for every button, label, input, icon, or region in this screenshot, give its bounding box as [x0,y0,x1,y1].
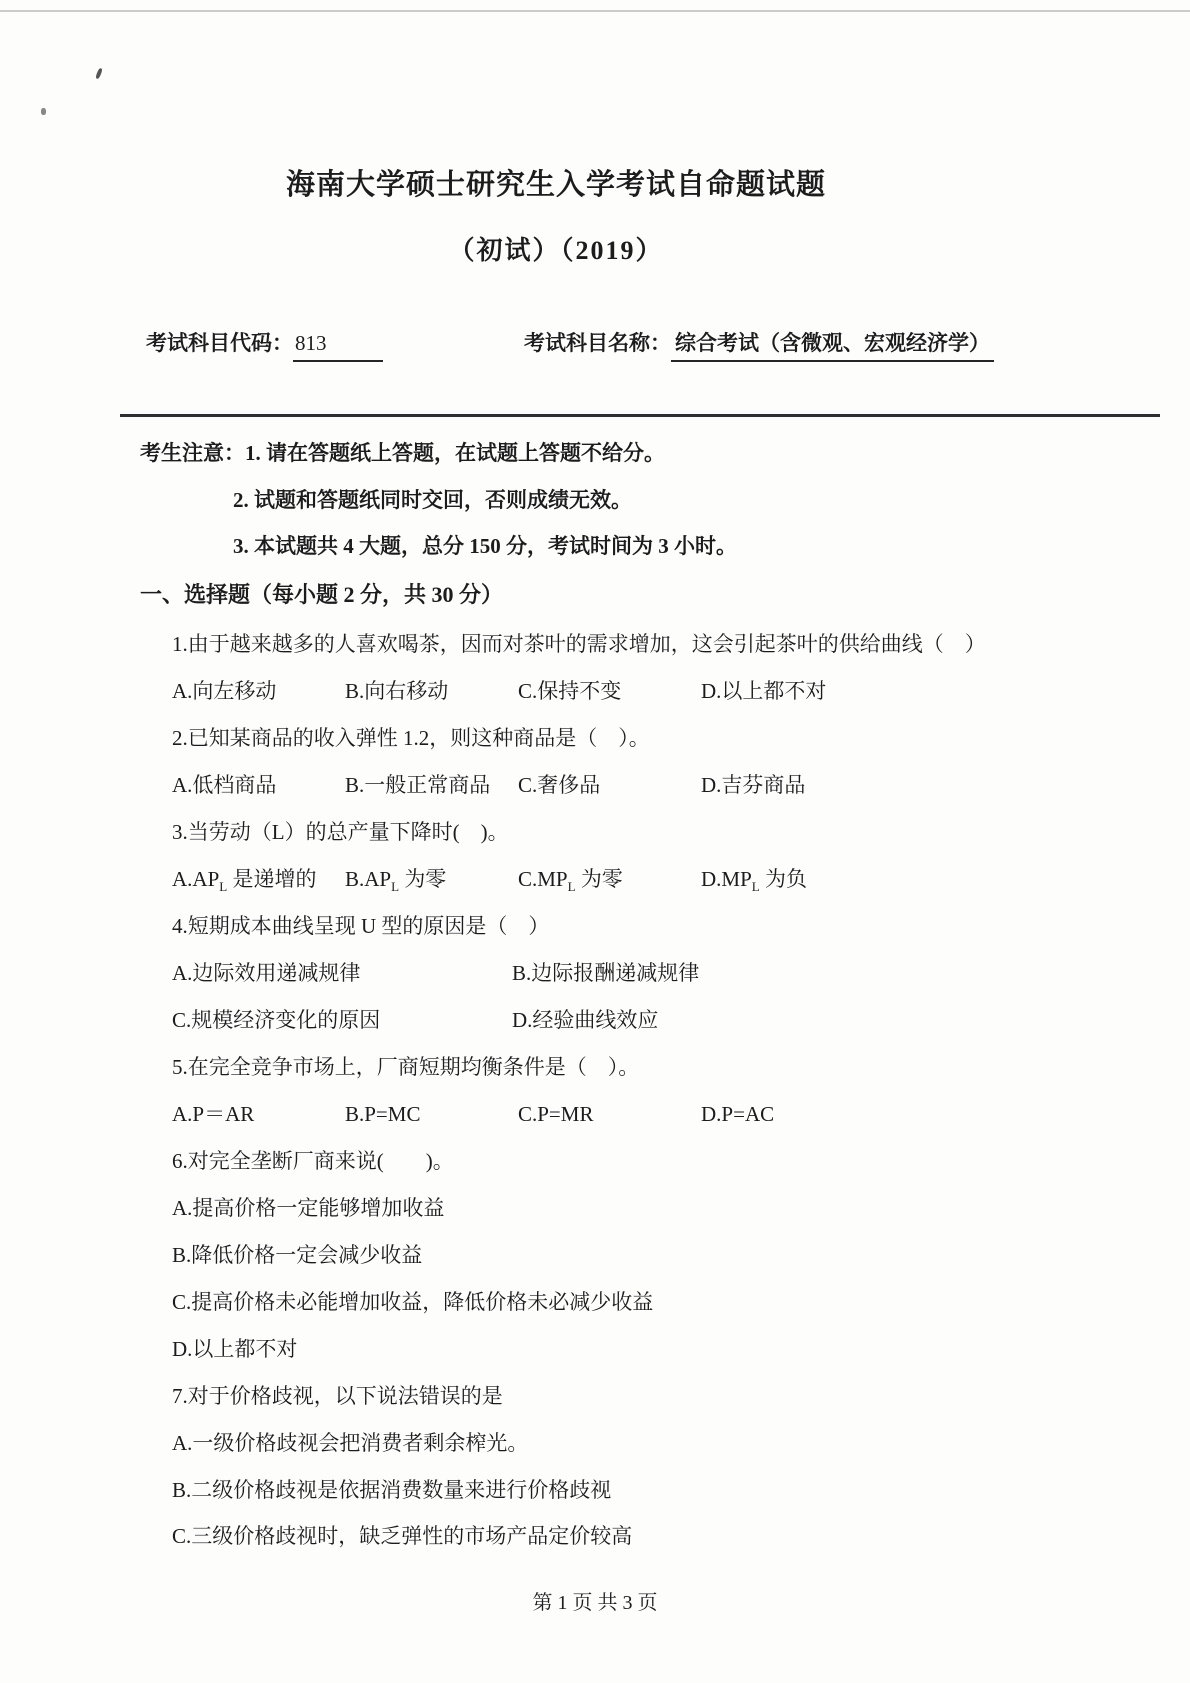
q4-option-d: D.经验曲线效应 [512,1008,659,1032]
question-7-stem: 7.对于价格歧视，以下说法错误的是 [172,1384,503,1408]
question-3-stem: 3.当劳动（L）的总产量下降时( )。 [172,820,509,844]
page-footer: 第 1 页 共 3 页 [532,1592,658,1614]
exam-subtitle: （初试）（2019） [448,236,664,265]
q3-option-d: $D.MP_L$ 为负 [701,867,807,895]
q4-option-b: B.边际报酬递减规律 [512,961,700,985]
question-2-options [172,770,805,800]
notice-line-1: 考生注意：1. 请在答题纸上答题，在试题上答题不给分。 [140,441,665,465]
question-2-stem: 2.已知某商品的收入弹性 1.2，则这种商品是（ ）。 [172,726,650,750]
question-1-options [172,676,826,706]
q1-option-a: A.向左移动 [172,679,277,703]
q5-option-d: D.P=AC [701,1102,775,1126]
q5-option-a: A.P＝AR [172,1102,255,1126]
q4-option-c: C.规模经济变化的原因 [172,1008,381,1032]
scan-speck [95,68,103,80]
question-1-stem: 1.由于越来越多的人喜欢喝茶，因而对茶叶的需求增加，这会引起茶叶的供给曲线（ ） [172,632,986,656]
q2-option-b: B.一般正常商品 [345,773,491,797]
header-divider [120,414,1160,417]
q2-option-d: D.吉芬商品 [701,773,806,797]
q3-option-c: $C.MP_L$ 为零 [518,867,623,895]
section-title: 一、选择题（每小题 2 分，共 30 分） [140,582,504,607]
q4-option-a: A.边际效用递减规律 [172,961,361,985]
q3-option-b: $B.AP_L$ 为零 [345,867,447,895]
q2-option-a: A.低档商品 [172,773,277,797]
q6-option-b: B.降低价格一定会减少收益 [172,1243,423,1267]
q7-option-b: B.二级价格歧视是依据消费数量来进行价格歧视 [172,1478,612,1502]
q5-option-b: B.P=MC [345,1102,421,1126]
subject-name-label: 考试科目名称： [524,331,671,355]
subject-code-label: 考试科目代码： [146,331,293,355]
question-3-options [172,864,807,894]
subject-name-value: 综合考试（含微观、宏观经济学） [671,328,994,362]
question-6-stem: 6.对完全垄断厂商来说( )。 [172,1149,454,1173]
q1-option-b: B.向右移动 [345,679,449,703]
question-4-stem: 4.短期成本曲线呈现 U 型的原因是（ ） [172,914,550,938]
scan-speck [41,108,46,115]
q6-option-c: C.提高价格未必能增加收益，降低价格未必减少收益 [172,1290,654,1314]
q1-option-d: D.以上都不对 [701,679,827,703]
q3-option-a: $A.AP_L$ 是递增的 [172,867,317,895]
q6-option-d: D.以上都不对 [172,1337,298,1361]
exam-title: 海南大学硕士研究生入学考试自命题试题 [285,169,826,201]
question-5-stem: 5.在完全竞争市场上，厂商短期均衡条件是（ ）。 [172,1055,640,1079]
subject-code-value: 813 [293,328,383,362]
subject-row [146,328,383,362]
q1-option-c: C.保持不变 [518,679,622,703]
subject-name-row [524,328,994,362]
q5-option-c: C.P=MR [518,1102,594,1126]
q6-option-a: A.提高价格一定能够增加收益 [172,1196,445,1220]
q7-option-c: C.三级价格歧视时，缺乏弹性的市场产品定价较高 [172,1524,633,1548]
question-5-options [172,1099,774,1129]
scan-edge-line [0,10,1190,12]
notice-line-3: 3. 本试题共 4 大题，总分 150 分，考试时间为 3 小时。 [233,534,737,558]
notice-line-2: 2. 试题和答题纸同时交回，否则成绩无效。 [233,488,632,512]
question-4-options-row2 [172,1005,658,1035]
q7-option-a: A.一级价格歧视会把消费者剩余榨光。 [172,1431,529,1455]
question-4-options-row1 [172,958,699,988]
q2-option-c: C.奢侈品 [518,773,601,797]
